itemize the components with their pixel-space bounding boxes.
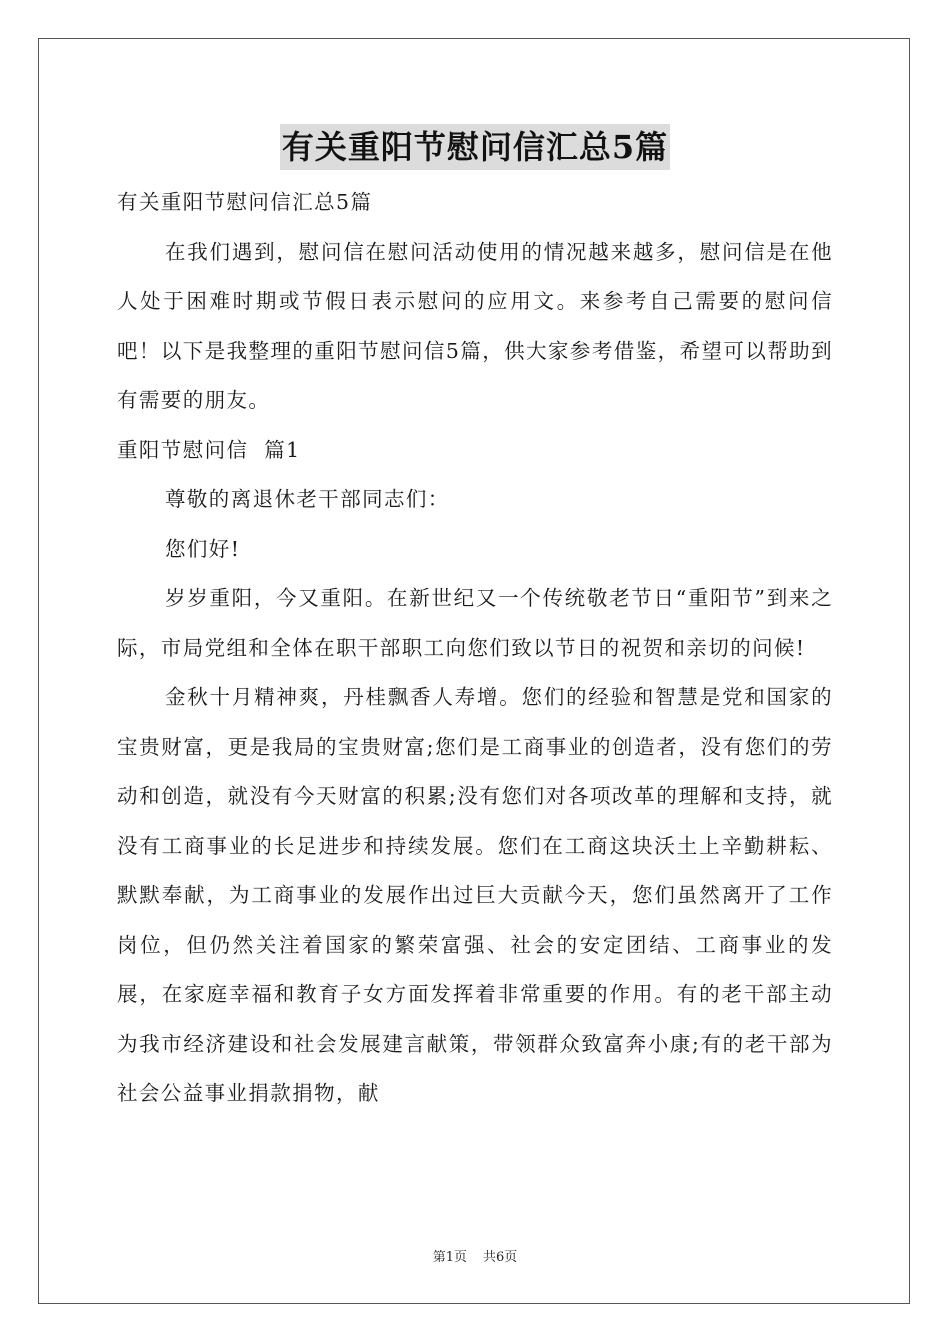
paragraph: 有关重阳节慰问信汇总5篇 [117, 190, 373, 214]
section-heading: 重阳节慰问信 篇1 [117, 437, 301, 462]
paragraph: 在我们遇到，慰问信在慰问活动使用的情况越来越多，慰问信是在他人处于困难时期或节假日表示慰问的应用文。来参考自己需要的慰问信吧！以下是我整理的重阳节慰问信5篇，供大家参考借鉴，希望可以帮助到有需要的朋友。 [117, 239, 833, 412]
document-body [117, 178, 833, 1119]
title-wrap [0, 124, 950, 170]
paragraph: 您们好! [165, 536, 241, 561]
document-title: 有关重阳节慰问信汇总5篇 [280, 124, 670, 170]
paragraph: 尊敬的离退休老干部同志们： [165, 487, 450, 511]
paragraph: 岁岁重阳，今又重阳。在新世纪又一个传统敬老节日“重阳节”到来之际，市局党组和全体在职干部职工向您们致以节日的祝贺和亲切的问候! [117, 586, 833, 660]
page-footer [0, 1246, 950, 1265]
page-number: 第1页 [432, 1250, 467, 1265]
paragraph: 金秋十月精神爽，丹桂飘香人寿增。您们的经验和智慧是党和国家的宝贵财富，更是我局的宝贵财富;您们是工商事业的创造者，没有您们的劳动和创造，就没有今天财富的积累;没有您们对各项改革的理解和支持，就没有工商事业的长足进步和持续发展。您们在工商这块沃土上辛勤耕耘、默默奉献，为工商事业的发展作出过巨大贡献今天，您们虽然离开了工作岗位，但仍然关注着国家的繁荣富强、社会的安定团结、工商事业的发展，在家庭幸福和教育子女方面发挥着非常重要的作用。有的老干部主动为我市经济建设和社会发展建言献策，带领群众致富奔小康;有的老干部为社会公益事业捐款捐物，献 [117, 685, 833, 1105]
total-pages: 共6页 [483, 1250, 518, 1265]
